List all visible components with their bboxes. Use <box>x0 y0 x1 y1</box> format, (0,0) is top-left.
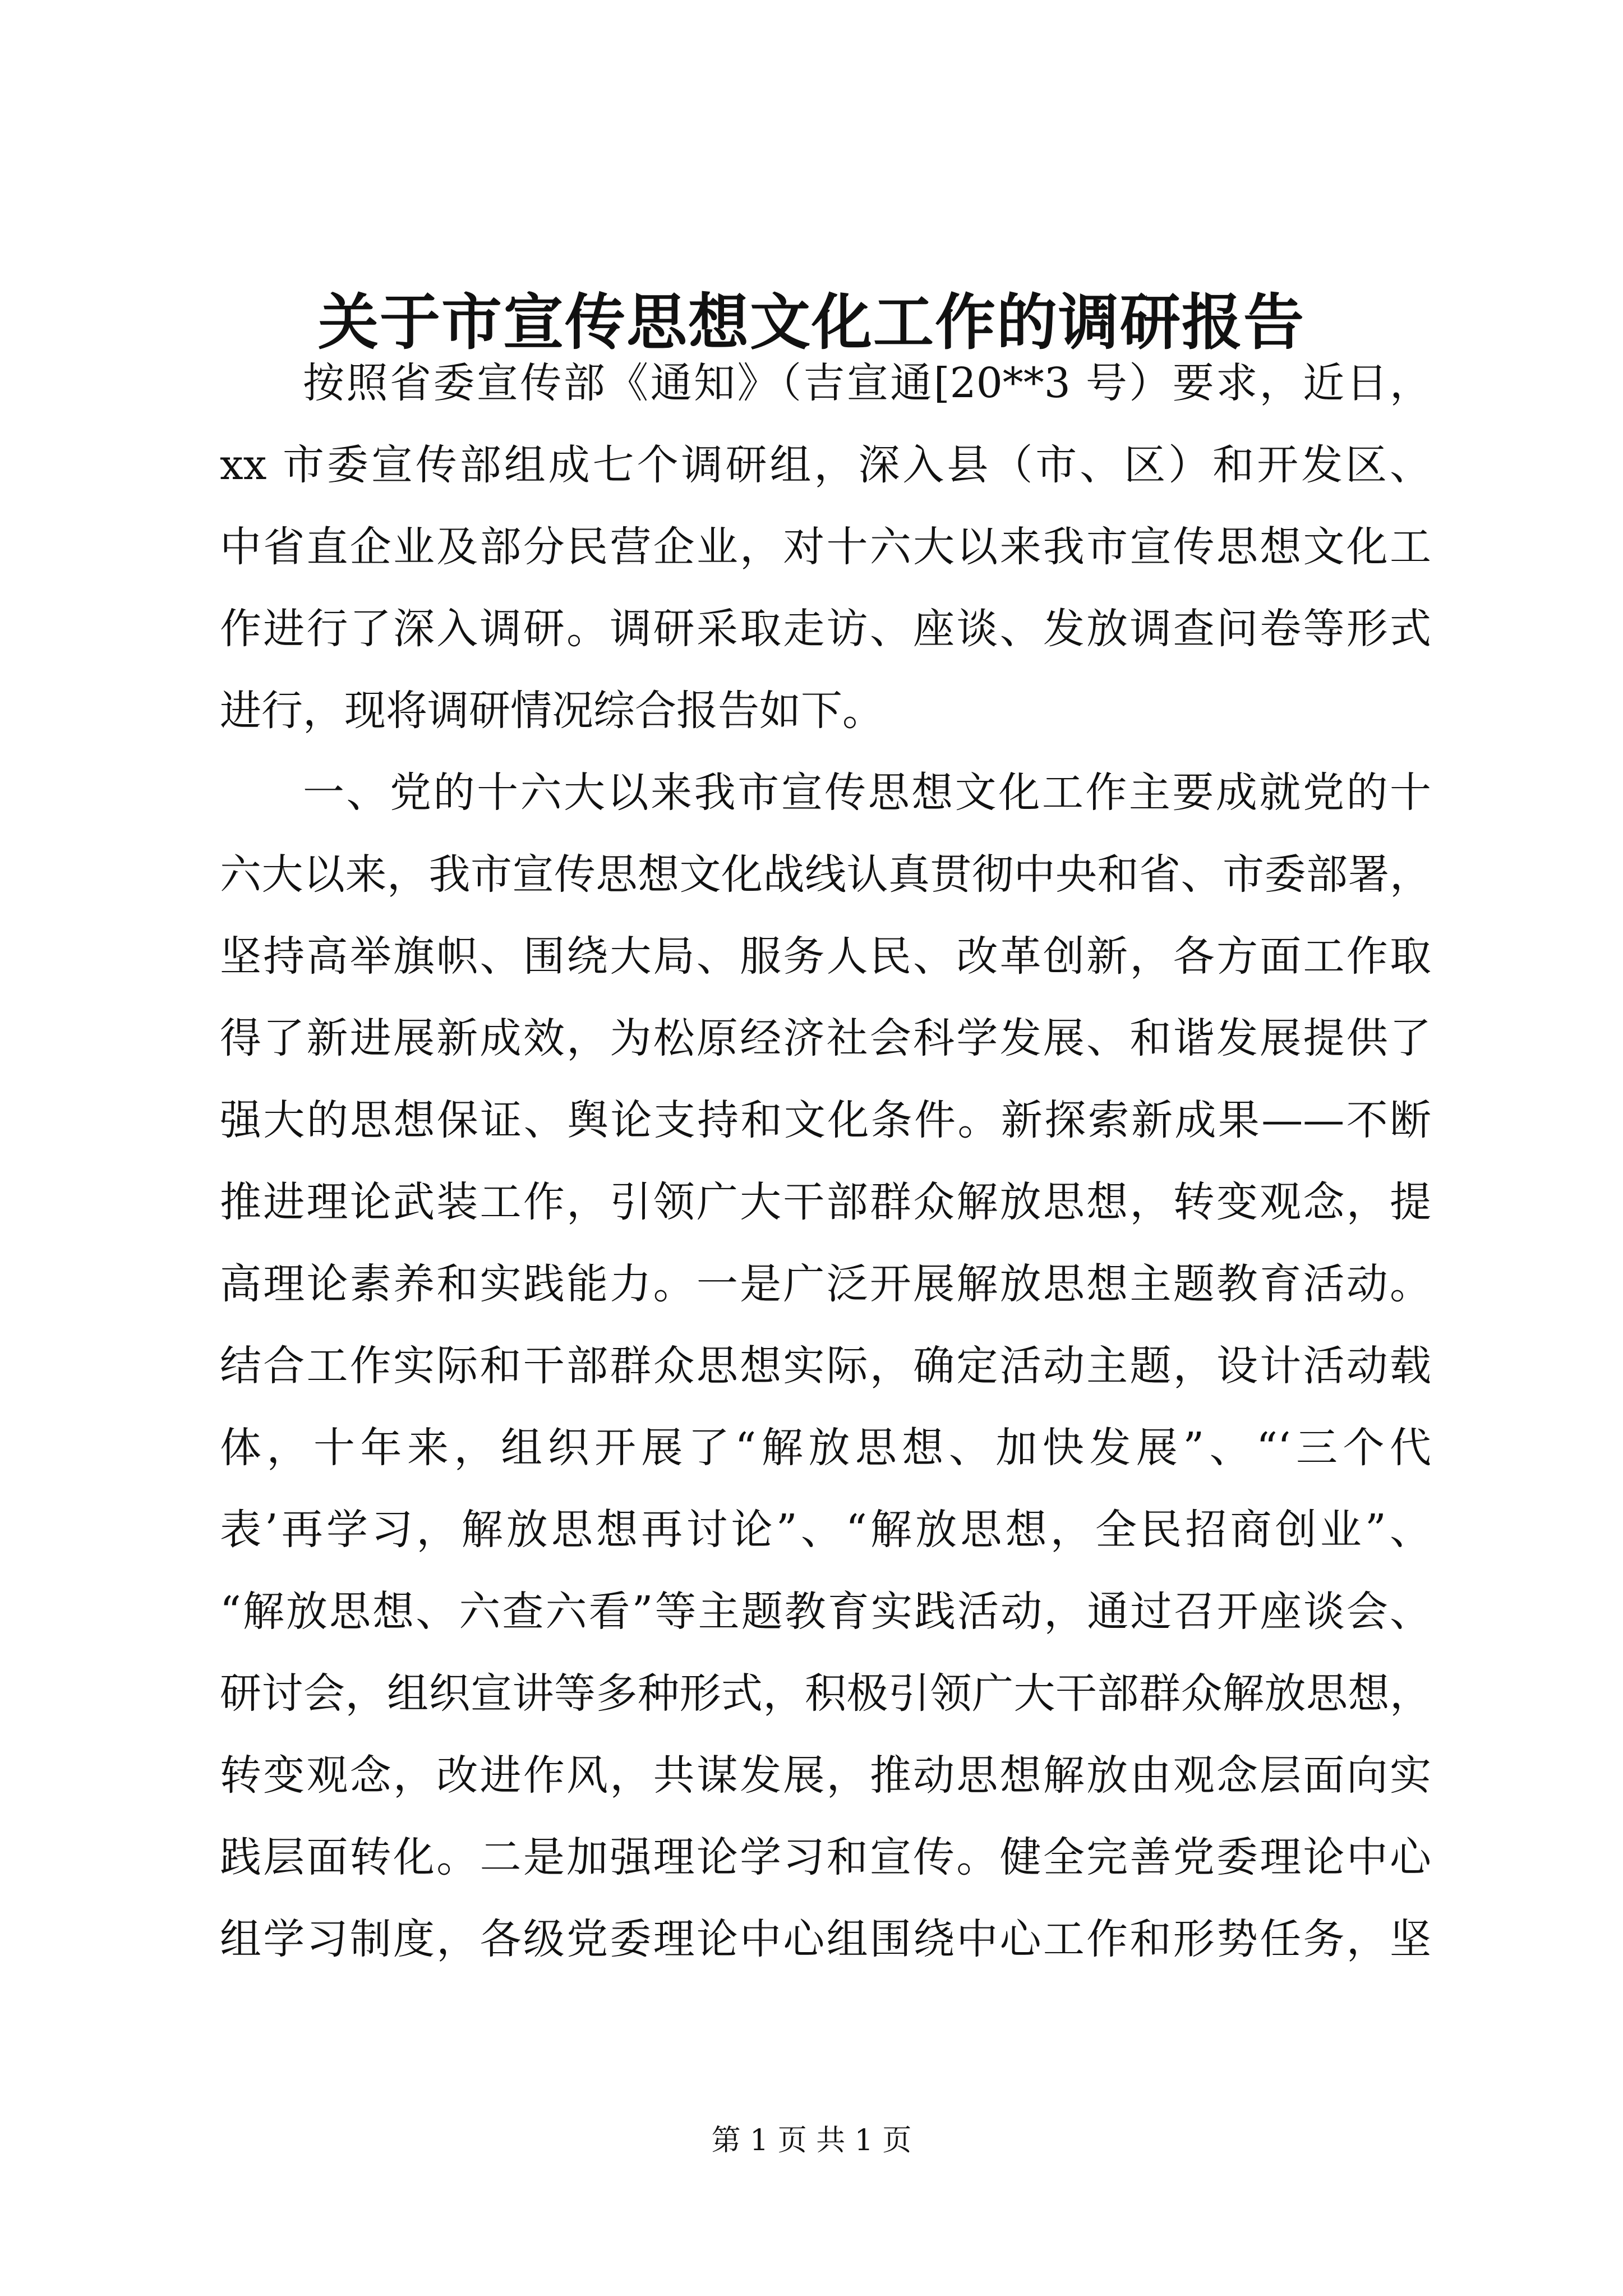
paragraph-2-line: 研讨会，组织宣讲等多种形式，积极引领广大干部群众解放思想， <box>220 1669 1431 1718</box>
paragraph-1-line: 进行，现将调研情况综合报告如下。 <box>220 687 884 735</box>
paragraph-2-line: 组学习制度，各级党委理论中心组围绕中心工作和形势任务，坚 <box>220 1915 1431 1963</box>
paragraph-1-line: 中省直企业及部分民营企业，对十六大以来我市宣传思想文化工 <box>220 523 1431 571</box>
paragraph-2-line: “解放思想、六查六看”等主题教育实践活动，通过召开座谈会、 <box>220 1588 1431 1636</box>
paragraph-1-line: xx 市委宣传部组成七个调研组，深入县（市、区）和开发区、 <box>220 441 1431 489</box>
paragraph-2-line: 得了新进展新成效，为松原经济社会科学发展、和谐发展提供了 <box>220 1014 1431 1062</box>
paragraph-2-line: 体，十年来，组织开展了“解放思想、加快发展”、“‘三个代 <box>220 1424 1431 1472</box>
paragraph-2-line: 结合工作实际和干部群众思想实际，确定活动主题，设计活动载 <box>220 1342 1431 1390</box>
paragraph-2-line: 高理论素养和实践能力。一是广泛开展解放思想主题教育活动。 <box>220 1260 1431 1308</box>
paragraph-2-line: 践层面转化。二是加强理论学习和宣传。健全完善党委理论中心 <box>220 1833 1431 1881</box>
paragraph-2-line: 六大以来，我市宣传思想文化战线认真贯彻中央和省、市委部署， <box>220 850 1431 899</box>
page-number-footer: 第 1 页 共 1 页 <box>711 2124 912 2157</box>
paragraph-1-line: 按照省委宣传部《通知》（吉宣通[20**3 号）要求，近日， <box>303 359 1431 407</box>
paragraph-2-line: 强大的思想保证、舆论支持和文化条件。新探索新成果——不断 <box>220 1096 1431 1144</box>
paragraph-1-line: 作进行了深入调研。调研采取走访、座谈、发放调查问卷等形式 <box>220 605 1431 653</box>
paragraph-2-line: 坚持高举旗帜、围绕大局、服务人民、改革创新，各方面工作取 <box>220 932 1431 981</box>
paragraph-2-line: 转变观念，改进作风，共谋发展，推动思想解放由观念层面向实 <box>220 1751 1431 1800</box>
paragraph-2-line: 表’再学习，解放思想再讨论”、“解放思想，全民招商创业”、 <box>220 1506 1431 1554</box>
document-body <box>220 342 1431 1980</box>
document-title: 关于市宣传思想文化工作的调研报告 <box>317 287 1305 358</box>
paragraph-2-line: 推进理论武装工作，引领广大干部群众解放思想，转变观念，提 <box>220 1178 1431 1226</box>
paragraph-2-line: 一、党的十六大以来我市宣传思想文化工作主要成就党的十 <box>303 769 1431 817</box>
